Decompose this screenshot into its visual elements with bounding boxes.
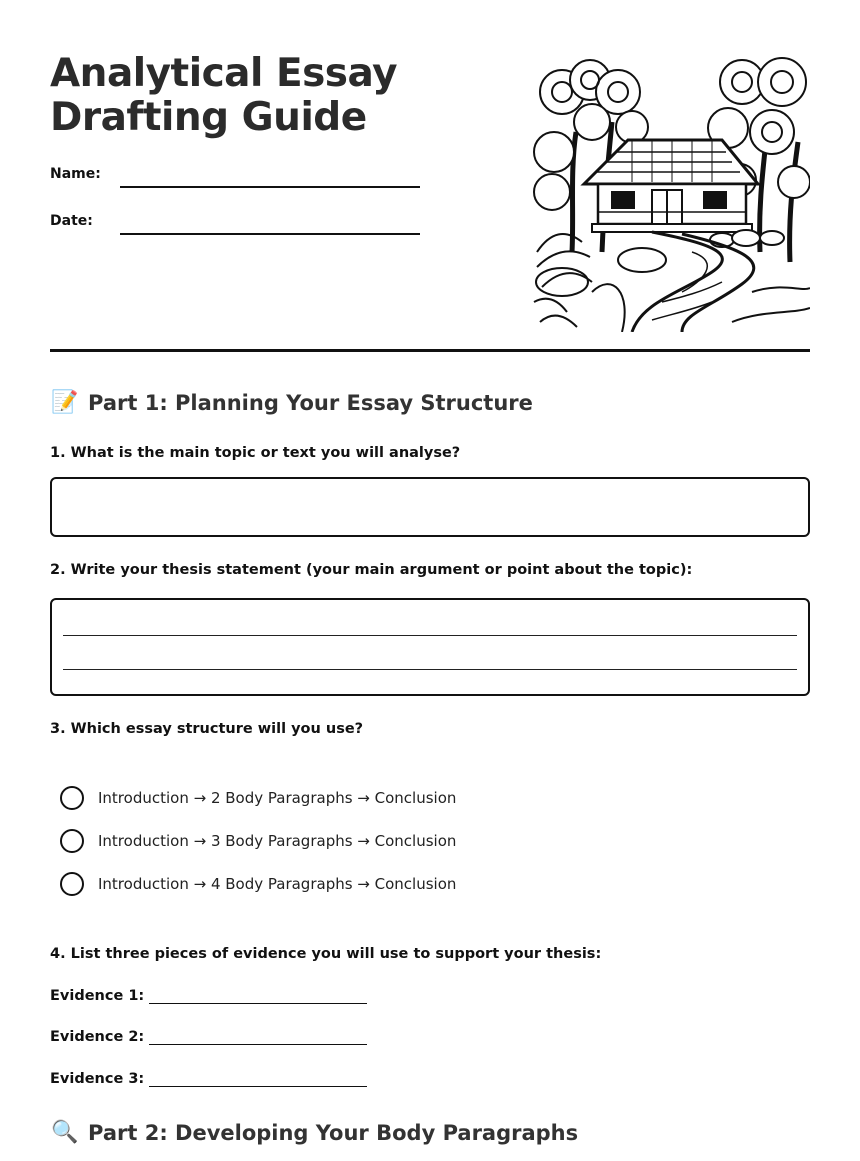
page-title bbox=[50, 52, 397, 140]
structure-option-3-body[interactable] bbox=[60, 828, 456, 854]
magnifying-glass-icon: 🔍 bbox=[51, 1120, 79, 1145]
cottage-river-illustration bbox=[532, 52, 810, 332]
evidence-row-2[interactable] bbox=[50, 1029, 367, 1045]
structure-option-4-body[interactable] bbox=[60, 871, 456, 897]
option-label: Introduction → 3 Body Paragraphs → Conclusion bbox=[98, 832, 457, 850]
date-field[interactable] bbox=[50, 213, 420, 237]
name-line[interactable] bbox=[120, 186, 420, 188]
option-label: Introduction → 4 Body Paragraphs → Conclusion bbox=[98, 875, 457, 893]
option-label: Introduction → 2 Body Paragraphs → Conclusion bbox=[98, 789, 457, 807]
name-label: Name: bbox=[50, 166, 101, 182]
radio-button[interactable] bbox=[60, 786, 84, 810]
topic-answer-box[interactable] bbox=[50, 477, 810, 537]
evidence-label: Evidence 2: bbox=[50, 1029, 145, 1045]
header-divider bbox=[50, 349, 810, 352]
question-3: 3. Which essay structure will you use? bbox=[50, 721, 364, 737]
question-2: 2. Write your thesis statement (your main argument or point about the topic): bbox=[50, 562, 693, 578]
evidence-row-3[interactable] bbox=[50, 1071, 367, 1087]
part1-heading-text: Part 1: Planning Your Essay Structure bbox=[88, 390, 533, 415]
date-label: Date: bbox=[50, 213, 93, 229]
question-4: 4. List three pieces of evidence you will use to support your thesis: bbox=[50, 946, 602, 962]
structure-option-2-body[interactable] bbox=[60, 785, 456, 811]
part1-heading bbox=[50, 390, 533, 415]
thesis-line-2 bbox=[63, 669, 797, 670]
evidence-line[interactable] bbox=[149, 1031, 367, 1045]
part2-heading-text: Part 2: Developing Your Body Paragraphs bbox=[88, 1120, 579, 1145]
evidence-line[interactable] bbox=[149, 1073, 367, 1087]
name-field[interactable] bbox=[50, 166, 420, 190]
radio-button[interactable] bbox=[60, 872, 84, 896]
thesis-answer-box[interactable] bbox=[50, 598, 810, 696]
evidence-line[interactable] bbox=[149, 990, 367, 1004]
memo-pencil-icon: 📝 bbox=[51, 390, 79, 415]
evidence-label: Evidence 3: bbox=[50, 1071, 145, 1087]
title-line-1: Analytical Essay bbox=[50, 51, 398, 96]
thesis-line-1 bbox=[63, 635, 797, 636]
question-1: 1. What is the main topic or text you will analyse? bbox=[50, 445, 461, 461]
evidence-label: Evidence 1: bbox=[50, 988, 145, 1004]
evidence-row-1[interactable] bbox=[50, 988, 367, 1004]
title-line-2: Drafting Guide bbox=[50, 95, 367, 140]
radio-button[interactable] bbox=[60, 829, 84, 853]
part2-heading bbox=[50, 1120, 578, 1145]
date-line[interactable] bbox=[120, 233, 420, 235]
